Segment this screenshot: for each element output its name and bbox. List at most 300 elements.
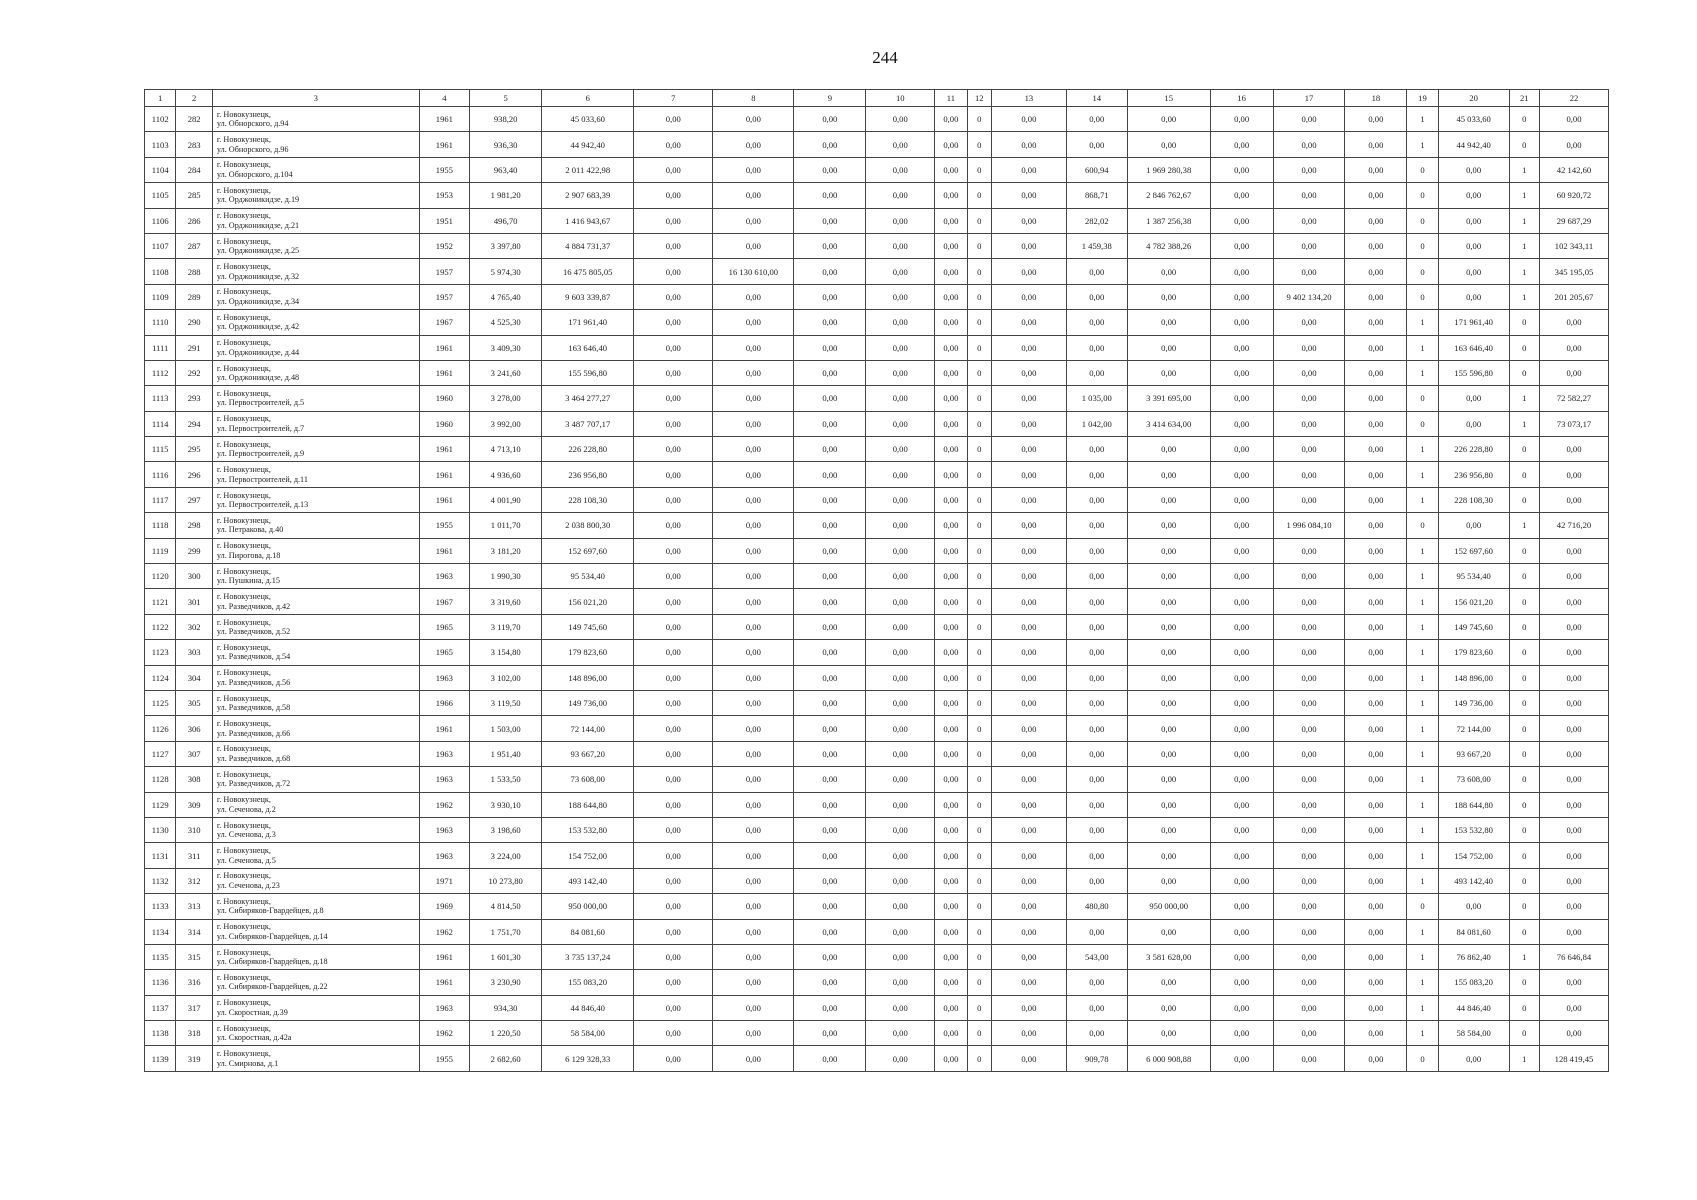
table-cell: 0,00 [1127,132,1210,157]
table-cell: 0,00 [634,538,713,563]
table-cell: 1957 [419,284,470,309]
header-row [145,90,1609,107]
table-cell: 0,00 [1539,919,1608,944]
table-cell: 0 [967,335,991,360]
table-cell: 0,00 [1539,817,1608,842]
table-row [145,767,1609,792]
table-cell: 0 [967,538,991,563]
column-header: 12 [967,90,991,107]
table-cell: 1 416 943,67 [542,208,634,233]
table-cell: 1134 [145,919,176,944]
table-cell: 152 697,60 [1438,538,1509,563]
address-line: ул. Разведчиков, д.58 [216,703,291,713]
address-line: г. Новокузнецк, [216,820,271,830]
table-cell: 1 [1509,386,1539,411]
table-cell: 0,00 [1210,792,1273,817]
column-header: 18 [1345,90,1407,107]
table-cell: 1962 [419,919,470,944]
table-cell: 0,00 [991,1046,1066,1071]
table-cell: 2 682,60 [470,1046,542,1071]
table-cell: 543,00 [1066,944,1127,969]
address-line: г. Новокузнецк, [216,109,271,119]
table-cell: 0,00 [991,741,1066,766]
table-cell: 0,00 [1127,335,1210,360]
address-cell [212,183,419,208]
address-line: ул. Орджоникидзе, д.25 [216,246,300,256]
table-cell: 0,00 [866,741,935,766]
table-cell: 0 [1509,360,1539,385]
table-cell: 149 745,60 [1438,614,1509,639]
address-line: ул. Орджоникидзе, д.21 [216,220,300,230]
column-header: 1 [145,90,176,107]
table-cell: 6 129 328,33 [542,1046,634,1071]
table-cell: 1 [1509,944,1539,969]
table-cell: 309 [176,792,212,817]
table-cell: 0,00 [1210,310,1273,335]
address-line: ул. Орджоникидзе, д.48 [216,373,300,383]
table-cell: 0,00 [794,487,866,512]
table-cell: 0,00 [1539,716,1608,741]
column-header: 16 [1210,90,1273,107]
table-cell: 171 961,40 [542,310,634,335]
table-cell: 0,00 [1273,716,1345,741]
address-line: г. Новокузнецк, [216,287,271,297]
address-cell [212,360,419,385]
table-cell: 1122 [145,614,176,639]
table-cell: 0,00 [1539,894,1608,919]
table-cell: 0 [1509,919,1539,944]
table-cell: 0,00 [794,157,866,182]
table-cell: 0,00 [1539,690,1608,715]
table-cell: 285 [176,183,212,208]
table-cell: 345 195,05 [1539,259,1608,284]
address-line: г. Новокузнецк, [216,363,271,373]
address-line: ул. Разведчиков, д.72 [216,779,291,789]
table-cell: 0,00 [794,792,866,817]
table-cell: 0,00 [935,640,967,665]
table-cell: 0 [1509,894,1539,919]
table-cell: 1 [1407,310,1438,335]
table-cell: 296 [176,462,212,487]
table-cell: 0,00 [794,868,866,893]
table-cell: 0,00 [991,767,1066,792]
table-cell: 0,00 [991,107,1066,132]
table-cell: 0,00 [1345,437,1407,462]
table-cell: 1961 [419,335,470,360]
table-cell: 4 713,10 [470,437,542,462]
table-cell: 0,00 [866,614,935,639]
table-cell: 0,00 [713,437,794,462]
table-cell: 0,00 [713,564,794,589]
column-header: 20 [1438,90,1509,107]
table-cell: 179 823,60 [1438,640,1509,665]
table-cell: 0,00 [935,868,967,893]
table-cell: 1 [1407,132,1438,157]
table-cell: 3 992,00 [470,411,542,436]
table-cell: 0,00 [634,614,713,639]
table-cell: 480,80 [1066,894,1127,919]
table-cell: 0 [1509,767,1539,792]
table-cell: 0,00 [794,335,866,360]
table-cell: 963,40 [470,157,542,182]
table-cell: 0,00 [1438,1046,1509,1071]
table-cell: 0,00 [713,970,794,995]
table-cell: 0 [967,284,991,309]
table-cell: 0 [967,1021,991,1046]
table-cell: 2 907 683,39 [542,183,634,208]
table-cell: 0 [1509,995,1539,1020]
table-cell: 0,00 [1539,741,1608,766]
address-line: г. Новокузнецк, [216,592,271,602]
table-cell: 0,00 [866,564,935,589]
table-cell: 0,00 [634,208,713,233]
address-cell [212,589,419,614]
table-cell: 0,00 [866,462,935,487]
table-cell: 0,00 [1273,487,1345,512]
address-cell [212,107,419,132]
table-cell: 0,00 [1345,259,1407,284]
table-cell: 1966 [419,690,470,715]
table-cell: 1118 [145,513,176,538]
table-cell: 0,00 [1127,513,1210,538]
table-cell: 3 278,00 [470,386,542,411]
table-cell: 0,00 [1066,132,1127,157]
table-cell: 0,00 [935,360,967,385]
address-line: ул. Обнорского, д.94 [216,119,289,129]
address-line: ул. Сеченова, д.5 [216,855,276,865]
table-cell: 314 [176,919,212,944]
table-cell: 228 108,30 [1438,487,1509,512]
table-cell: 0 [967,411,991,436]
table-cell: 0,00 [1210,716,1273,741]
table-cell: 1 [1407,437,1438,462]
table-cell: 0 [967,132,991,157]
table-cell: 0,00 [713,411,794,436]
table-cell: 84 081,60 [542,919,634,944]
table-cell: 0,00 [1127,817,1210,842]
table-cell: 0,00 [1210,411,1273,436]
table-cell: 304 [176,665,212,690]
table-cell: 0,00 [1438,259,1509,284]
address-line: ул. Первостроителей, д.11 [216,474,308,484]
table-cell: 0,00 [1066,437,1127,462]
table-cell: 0,00 [1066,995,1127,1020]
table-cell: 496,70 [470,208,542,233]
table-cell: 0 [1407,386,1438,411]
table-cell: 0 [1407,284,1438,309]
table-cell: 0,00 [1066,868,1127,893]
table-cell: 0,00 [1210,335,1273,360]
table-cell: 16 475 805,05 [542,259,634,284]
table-cell: 0,00 [1273,767,1345,792]
table-cell: 0,00 [1273,792,1345,817]
table-cell: 0,00 [1539,970,1608,995]
table-cell: 0,00 [794,513,866,538]
table-cell: 128 419,45 [1539,1046,1608,1071]
table-cell: 0,00 [991,462,1066,487]
address-line: ул. Разведчиков, д.52 [216,627,291,636]
table-cell: 0,00 [991,1021,1066,1046]
table-cell: 300 [176,564,212,589]
table-cell: 0,00 [1539,640,1608,665]
table-row [145,183,1609,208]
table-cell: 1 [1407,614,1438,639]
table-cell: 0 [1407,259,1438,284]
table-cell: 188 644,80 [1438,792,1509,817]
address-line: г. Новокузнецк, [216,388,271,398]
address-cell [212,564,419,589]
table-cell: 0,00 [866,360,935,385]
table-row [145,690,1609,715]
address-line: г. Новокузнецк, [216,160,271,170]
table-cell: 0,00 [713,589,794,614]
table-cell: 0,00 [634,386,713,411]
table-cell: 0,00 [713,741,794,766]
table-cell: 0,00 [1066,462,1127,487]
table-cell: 0,00 [1345,360,1407,385]
address-line: г. Новокузнецк, [216,719,271,729]
table-cell: 0,00 [794,233,866,258]
table-cell: 0,00 [1066,640,1127,665]
table-cell: 42 142,60 [1539,157,1608,182]
table-cell: 0,00 [713,335,794,360]
table-cell: 1961 [419,487,470,512]
page-number: 244 [872,48,898,67]
table-cell: 0 [967,564,991,589]
table-cell: 0,00 [866,107,935,132]
table-cell: 1 [1407,690,1438,715]
table-cell: 936,30 [470,132,542,157]
table-cell: 1123 [145,640,176,665]
table-cell: 0,00 [1438,284,1509,309]
table-cell: 313 [176,894,212,919]
table-cell: 0,00 [1273,233,1345,258]
address-line: ул. Обнорского, д.96 [216,144,289,154]
table-cell: 0,00 [634,640,713,665]
table-cell: 0,00 [634,310,713,335]
table-cell: 289 [176,284,212,309]
table-cell: 154 752,00 [1438,843,1509,868]
table-cell: 0,00 [1066,792,1127,817]
table-cell: 0,00 [1127,259,1210,284]
table-cell: 0,00 [1345,767,1407,792]
table-cell: 0,00 [866,640,935,665]
table-cell: 73 073,17 [1539,411,1608,436]
table-cell: 102 343,11 [1539,233,1608,258]
table-cell: 0,00 [1127,741,1210,766]
table-cell: 4 782 388,26 [1127,233,1210,258]
table-cell: 0,00 [1273,995,1345,1020]
table-cell: 0,00 [866,894,935,919]
table-cell: 307 [176,741,212,766]
table-cell: 0,00 [866,310,935,335]
table-cell: 1120 [145,564,176,589]
address-line: ул. Скоростная, д.39 [216,1007,288,1017]
table-cell: 0,00 [1273,335,1345,360]
table-cell: 0,00 [1066,284,1127,309]
table-cell: 0,00 [1127,640,1210,665]
table-cell: 0,00 [866,513,935,538]
table-cell: 0,00 [1345,233,1407,258]
table-cell: 0,00 [1273,843,1345,868]
table-cell: 0 [967,614,991,639]
table-cell: 0,00 [713,1021,794,1046]
table-cell: 0,00 [1127,690,1210,715]
table-cell: 0,00 [794,894,866,919]
table-cell: 1135 [145,944,176,969]
table-cell: 0,00 [935,132,967,157]
table-cell: 0 [1509,843,1539,868]
table-cell: 0,00 [935,513,967,538]
table-cell: 0,00 [1210,233,1273,258]
table-cell: 0,00 [866,132,935,157]
table-cell: 0,00 [794,259,866,284]
table-cell: 493 142,40 [1438,868,1509,893]
table-cell: 0,00 [1273,614,1345,639]
address-line: ул. Сибиряков-Гвардейцев, д.8 [216,906,324,916]
table-cell: 0,00 [1345,995,1407,1020]
address-cell [212,868,419,893]
table-cell: 0,00 [991,513,1066,538]
table-cell: 3 391 695,00 [1127,386,1210,411]
table-cell: 1127 [145,741,176,766]
table-row [145,386,1609,411]
table-cell: 0,00 [634,792,713,817]
table-row [145,513,1609,538]
table-row [145,665,1609,690]
table-cell: 0,00 [991,614,1066,639]
table-cell: 0,00 [866,1021,935,1046]
table-cell: 93 667,20 [542,741,634,766]
table-cell: 1961 [419,132,470,157]
table-cell: 0 [967,233,991,258]
table-cell: 1114 [145,411,176,436]
address-line: г. Новокузнецк, [216,135,271,145]
table-cell: 0,00 [713,690,794,715]
address-cell [212,132,419,157]
address-line: г. Новокузнецк, [216,312,271,322]
column-header: 13 [991,90,1066,107]
table-cell: 1 [1407,538,1438,563]
table-cell: 1961 [419,437,470,462]
table-cell: 72 144,00 [542,716,634,741]
table-cell: 0 [1509,792,1539,817]
table-cell: 29 687,29 [1539,208,1608,233]
table-row [145,792,1609,817]
table-cell: 0,00 [1539,843,1608,868]
table-cell: 0,00 [634,944,713,969]
table-cell: 0,00 [794,995,866,1020]
address-cell [212,208,419,233]
table-cell: 0,00 [794,919,866,944]
table-cell: 0,00 [713,233,794,258]
table-cell: 0,00 [1438,411,1509,436]
table-cell: 0,00 [866,944,935,969]
table-cell: 1957 [419,259,470,284]
table-cell: 0,00 [794,690,866,715]
address-line: ул. Сеченова, д.2 [216,804,276,814]
address-line: г. Новокузнецк, [216,1023,271,1033]
table-cell: 0,00 [1345,183,1407,208]
table-cell: 3 414 634,00 [1127,411,1210,436]
table-cell: 0 [967,513,991,538]
table-cell: 0,00 [713,487,794,512]
table-cell: 0,00 [1210,817,1273,842]
table-cell: 0,00 [1539,310,1608,335]
table-cell: 0,00 [991,792,1066,817]
table-cell: 310 [176,817,212,842]
table-cell: 0,00 [1438,183,1509,208]
table-cell: 0,00 [634,284,713,309]
table-cell: 155 596,80 [1438,360,1509,385]
table-cell: 0,00 [1127,310,1210,335]
table-cell: 0,00 [935,614,967,639]
table-cell: 1139 [145,1046,176,1071]
table-cell: 0,00 [794,360,866,385]
table-cell: 0,00 [1273,107,1345,132]
table-row [145,589,1609,614]
table-cell: 1 [1407,360,1438,385]
table-cell: 0,00 [866,487,935,512]
table-cell: 0,00 [1345,513,1407,538]
table-cell: 288 [176,259,212,284]
column-header: 15 [1127,90,1210,107]
table-cell: 0 [1509,614,1539,639]
table-cell: 0,00 [1273,564,1345,589]
table-cell: 0,00 [991,665,1066,690]
address-line: г. Новокузнецк, [216,744,271,754]
table-cell: 1 387 256,38 [1127,208,1210,233]
table-cell: 0,00 [713,792,794,817]
table-cell: 0,00 [1539,538,1608,563]
table-cell: 297 [176,487,212,512]
address-line: ул. Петракова, д.40 [216,525,284,535]
table-cell: 0,00 [935,183,967,208]
table-cell: 0,00 [794,107,866,132]
column-header: 5 [470,90,542,107]
table-cell: 0 [967,386,991,411]
table-cell: 0,00 [1127,767,1210,792]
table-cell: 0,00 [634,360,713,385]
table-cell: 298 [176,513,212,538]
table-cell: 1115 [145,437,176,462]
table-cell: 0,00 [866,919,935,944]
address-cell [212,411,419,436]
table-cell: 0,00 [1066,919,1127,944]
table-cell: 0,00 [794,716,866,741]
table-cell: 0,00 [991,183,1066,208]
table-cell: 0,00 [1066,107,1127,132]
table-cell: 0,00 [1210,208,1273,233]
table-cell: 84 081,60 [1438,919,1509,944]
table-cell: 1 [1509,157,1539,182]
table-cell: 1 990,30 [470,564,542,589]
table-cell: 0 [1407,208,1438,233]
table-cell: 293 [176,386,212,411]
column-header: 9 [794,90,866,107]
table-cell: 3 119,70 [470,614,542,639]
table-cell: 0,00 [935,919,967,944]
table-cell: 0,00 [1345,386,1407,411]
table-cell: 0,00 [1210,589,1273,614]
address-line: ул. Первостроителей, д.5 [216,398,305,408]
table-cell: 0,00 [991,970,1066,995]
table-cell: 0,00 [794,564,866,589]
table-cell: 1 [1509,259,1539,284]
table-cell: 0,00 [1345,665,1407,690]
table-cell: 0,00 [991,335,1066,360]
table-cell: 0 [1509,107,1539,132]
